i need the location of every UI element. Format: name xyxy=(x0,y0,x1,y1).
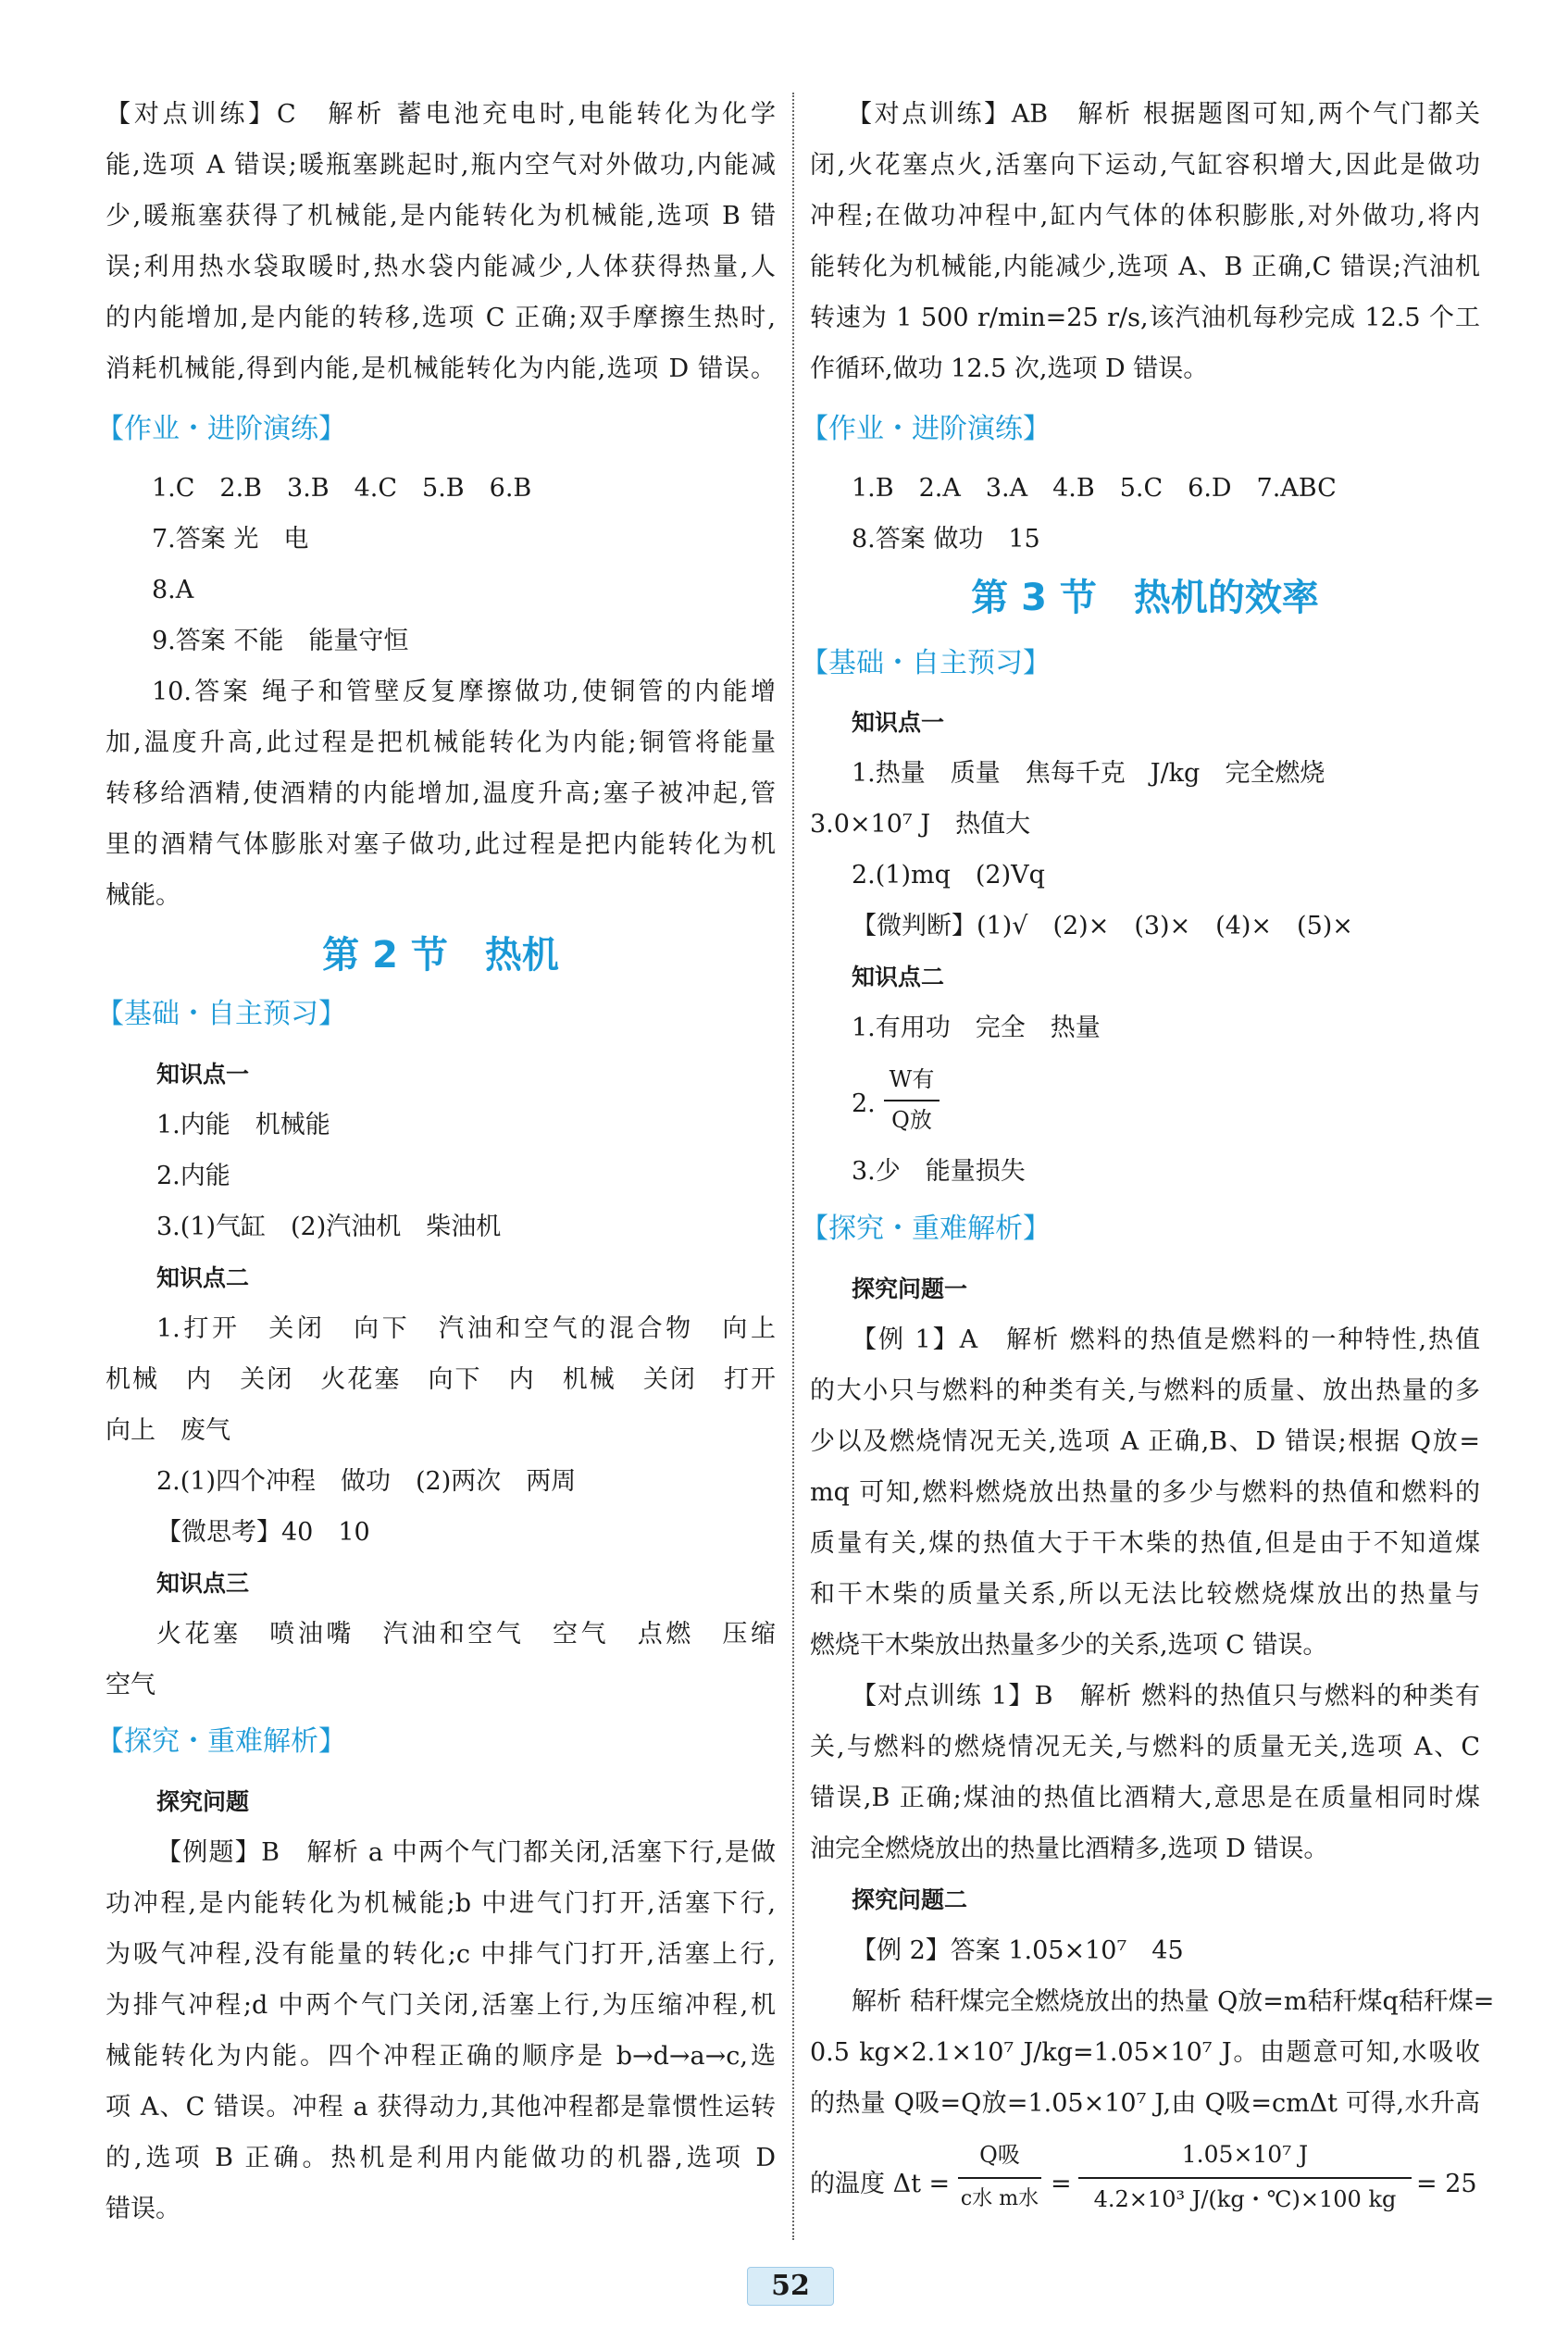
text-line: 冲程;在做功冲程中,缸内气体的体积膨胀,对外做功,将内 xyxy=(810,202,1480,230)
formula-suffix: = 25 xyxy=(1416,2170,1477,2198)
formula-denominator: c水 m水 xyxy=(960,2187,1039,2210)
answer-line: 械能。 xyxy=(106,881,180,910)
example-line: 【例 1】A 解析 燃料的热值是燃料的一种特性,热值 xyxy=(852,1325,1480,1354)
answer-line: 1.有用功 完全 热量 xyxy=(852,1014,1101,1042)
drill-line: 【对点训练 1】B 解析 燃料的热值只与燃料的种类有 xyxy=(852,1682,1480,1711)
example-line: 【例 2】答案 1.05×10⁷ 45 xyxy=(852,1936,1184,1965)
answer-line: 3.(1)气缸 (2)汽油机 柴油机 xyxy=(156,1213,502,1241)
explore-problem-label: 探究问题 xyxy=(156,1788,250,1815)
formula-fraction xyxy=(958,2138,1041,2227)
text-line: 消耗机械能,得到内能,是机械能转化为内能,选项 D 错误。 xyxy=(106,355,776,383)
knowledge-point-label: 知识点一 xyxy=(852,709,945,736)
example-line: 功冲程,是内能转化为机械能;b 中进气门打开,活塞下行, xyxy=(106,1889,776,1918)
answer-line: 10.答案 绳子和管壁反复摩擦做功,使铜管的内能增 xyxy=(152,678,776,706)
answer-line: 2. xyxy=(852,1089,876,1118)
formula-fraction xyxy=(1078,2138,1412,2227)
answer-line: 1.C 2.B 3.B 4.C 5.B 6.B xyxy=(152,474,532,503)
answer-line: 3.0×10⁷ J 热值大 xyxy=(810,810,1031,839)
answer-line: 【微判断】(1)√ (2)× (3)× (4)× (5)× xyxy=(852,912,1353,940)
example-line: 的,选项 B 正确。热机是利用内能做功的机器,选项 D xyxy=(106,2144,776,2172)
drill-line: 油完全燃烧放出的热量比酒精多,选项 D 错误。 xyxy=(810,1835,1329,1863)
text-line: 的内能增加,是内能的转移,选项 C 正确;双手摩擦生热时, xyxy=(106,304,776,332)
formula-numerator: 1.05×10⁷ J xyxy=(1181,2141,1309,2168)
answer-line: 8.答案 做功 15 xyxy=(852,525,1040,554)
answer-line: 2.(1)四个冲程 做功 (2)两次 两周 xyxy=(156,1467,577,1496)
formula-denominator: Q放 xyxy=(891,1107,932,1133)
answer-line: 7.答案 光 电 xyxy=(152,525,309,554)
answer-line: 转移给酒精,使酒精的内能增加,温度升高;塞子被冲起,管 xyxy=(106,779,776,808)
text-line: 能转化为机械能,内能减少,选项 A、B 正确,C 错误;汽油机 xyxy=(810,253,1480,281)
equals-sign: = xyxy=(1051,2170,1072,2198)
formula-denominator: 4.2×10³ J/(kg・℃)×100 kg xyxy=(1093,2186,1397,2212)
answer-line: 9.答案 不能 能量守恒 xyxy=(152,627,409,655)
text-line: 转速为 1 500 r/min=25 r/s,该汽油机每秒完成 12.5 个工 xyxy=(810,304,1480,332)
text-line: 少,暖瓶塞获得了机械能,是内能转化为机械能,选项 B 错 xyxy=(106,202,776,230)
answer-line: 1.打开 关闭 向下 汽油和空气的混合物 向上 xyxy=(156,1314,776,1343)
example-line: 【例题】B 解析 a 中两个气门都关闭,活塞下行,是做 xyxy=(156,1838,776,1867)
formula-numerator: W有 xyxy=(889,1066,935,1092)
example-line: 的热量 Q吸=Q放=1.05×10⁷ J,由 Q吸=cmΔt 可得,水升高 xyxy=(810,2089,1480,2118)
example-line: 械能转化为内能。四个冲程正确的顺序是 b→d→a→c,选 xyxy=(106,2042,776,2071)
text-line: 【对点训练】AB 解析 根据题图可知,两个气门都关 xyxy=(847,100,1480,129)
section-heading-basic: 【基础・自主预习】 xyxy=(801,647,1051,679)
efficiency-formula xyxy=(884,1063,940,1142)
section-heading-homework: 【作业・进阶演练】 xyxy=(96,413,346,445)
answer-line: 1.热量 质量 焦每千克 J/kg 完全燃烧 xyxy=(852,759,1325,788)
text-line: 闭,火花塞点火,活塞向下运动,气缸容积增大,因此是做功 xyxy=(810,151,1480,180)
section-heading-basic: 【基础・自主预习】 xyxy=(96,998,346,1030)
explore-problem-label: 探究问题二 xyxy=(852,1886,968,1913)
answer-line: 2.(1)mq (2)Vq xyxy=(852,861,1045,890)
example-line: 为排气冲程;d 中两个气门关闭,活塞上行,为压缩冲程,机 xyxy=(106,1991,776,2020)
example-line: 项 A、C 错误。冲程 a 获得动力,其他冲程都是靠惯性运转 xyxy=(106,2093,776,2122)
answer-line: 空气 xyxy=(106,1671,156,1699)
example-line: 和干木柴的质量关系,所以无法比较燃烧煤放出的热量与 xyxy=(810,1580,1480,1609)
section-title: 第 2 节 热机 xyxy=(322,934,559,977)
answer-line: 1.B 2.A 3.A 4.B 5.C 6.D 7.ABC xyxy=(852,474,1337,503)
page-number: 52 xyxy=(747,2267,834,2306)
example-line: 为吸气冲程,没有能量的转化;c 中排气门打开,活塞上行, xyxy=(106,1940,776,1969)
fraction-bar xyxy=(1078,2177,1412,2179)
knowledge-point-label: 知识点三 xyxy=(156,1570,250,1597)
drill-line: 关,与燃料的燃烧情况无关,与燃料的质量无关,选项 A、C xyxy=(810,1733,1480,1761)
example-line: 错误。 xyxy=(106,2195,180,2223)
answer-line: 向上 废气 xyxy=(106,1416,230,1445)
knowledge-point-label: 知识点二 xyxy=(156,1264,250,1291)
answer-line: 2.内能 xyxy=(156,1162,230,1190)
answer-line: 加,温度升高,此过程是把机械能转化为内能;铜管将能量 xyxy=(106,728,776,757)
answer-line: 机械 内 关闭 火花塞 向下 内 机械 关闭 打开 xyxy=(106,1365,776,1394)
example-line: 少以及燃烧情况无关,选项 A 正确,B、D 错误;根据 Q放= xyxy=(810,1427,1480,1456)
answer-line: 3.少 能量损失 xyxy=(852,1157,1026,1186)
example-line: mq 可知,燃料燃烧放出热量的多少与燃料的热值和燃料的 xyxy=(810,1478,1480,1507)
knowledge-point-label: 知识点一 xyxy=(156,1061,250,1088)
drill-line: 错误,B 正确;煤油的热值比酒精大,意思是在质量相同时煤 xyxy=(810,1784,1480,1812)
fraction-bar xyxy=(958,2177,1041,2179)
answer-line: 【微思考】40 10 xyxy=(156,1518,370,1547)
example-line: 0.5 kg×2.1×10⁷ J/kg=1.05×10⁷ J。由题意可知,水吸收 xyxy=(810,2038,1480,2067)
formula-prefix: 的温度 Δt = xyxy=(810,2170,951,2198)
section-heading-explore: 【探究・重难解析】 xyxy=(96,1725,346,1758)
section-heading-explore: 【探究・重难解析】 xyxy=(801,1213,1051,1245)
text-line: 能,选项 A 错误;暖瓶塞跳起时,瓶内空气对外做功,内能减 xyxy=(106,151,776,180)
knowledge-point-label: 知识点二 xyxy=(852,964,945,990)
answer-line: 里的酒精气体膨胀对塞子做功,此过程是把内能转化为机 xyxy=(106,830,776,859)
explore-problem-label: 探究问题一 xyxy=(852,1276,968,1302)
text-line: 误;利用热水袋取暖时,热水袋内能减少,人体获得热量,人 xyxy=(106,253,776,281)
answer-line: 8.A xyxy=(152,576,194,604)
section-heading-homework: 【作业・进阶演练】 xyxy=(801,413,1051,445)
text-line: 【对点训练】C 解析 蓄电池充电时,电能转化为化学 xyxy=(106,100,776,129)
fraction-bar xyxy=(884,1100,940,1101)
section-title: 第 3 节 热机的效率 xyxy=(971,577,1319,619)
answer-line: 火花塞 喷油嘴 汽油和空气 空气 点燃 压缩 xyxy=(156,1620,776,1649)
formula-numerator: Q吸 xyxy=(979,2142,1020,2168)
example-line: 燃烧干木柴放出热量多少的关系,选项 C 错误。 xyxy=(810,1631,1328,1660)
answer-line: 1.内能 机械能 xyxy=(156,1111,330,1139)
text-line: 作循环,做功 12.5 次,选项 D 错误。 xyxy=(810,355,1209,383)
example-line: 质量有关,煤的热值大于干木柴的热值,但是由于不知道煤 xyxy=(810,1529,1480,1558)
example-line: 解析 秸秆煤完全燃烧放出的热量 Q放=m秸秆煤q秸秆煤= xyxy=(852,1987,1495,2016)
example-line: 的大小只与燃料的种类有关,与燃料的质量、放出热量的多 xyxy=(810,1376,1480,1405)
